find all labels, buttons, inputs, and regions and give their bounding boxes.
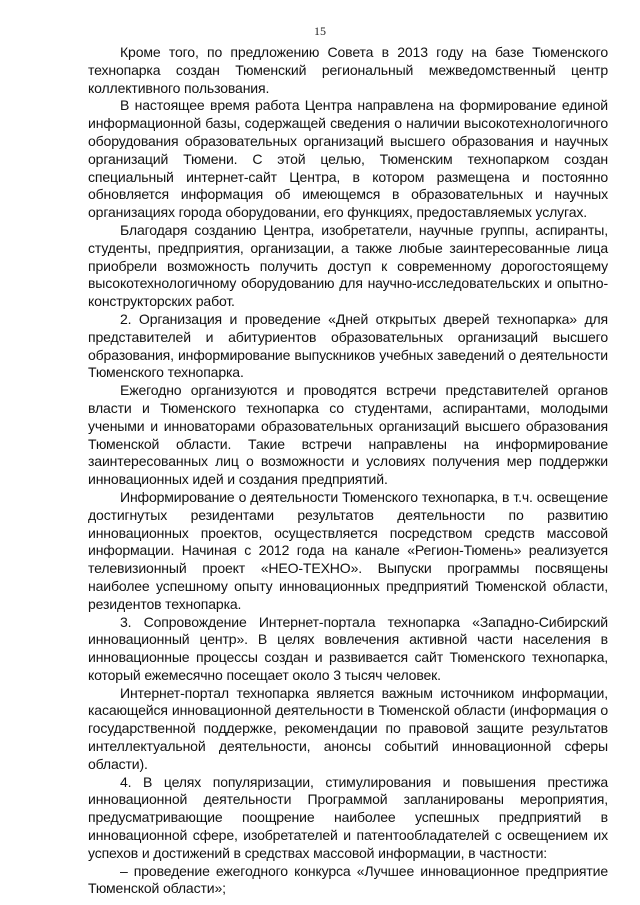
paragraph-center-creation: Кроме того, по предложению Совета в 2013 году на базе Тюменского технопарка создан Тюменский региональный межведомственный центр коллективного пользования.	[88, 44, 608, 96]
page-number: 15	[314, 24, 326, 38]
paragraph-center-work: В настоящее время работа Центра направлена на формирование единой информационной базы, содержащей сведения о наличии высокотехнологичного оборудования образовательных организаций высшего образования и научных организаций Тюмени. С этой целью, Тюменским технопарком создан специальный интернет-сайт Центра, в котором размещена и постоянно обновляется информация об имеющемся в образовательных и научных организациях города оборудовании, его функциях, предоставляемых услугах.	[88, 97, 608, 221]
paragraph-annual-meetings: Ежегодно организуются и проводятся встречи представителей органов власти и Тюменского технопарка со студентами, аспирантами, молодыми учеными и инноваторами образовательных организаций высшего образования Тюменской области. Такие встречи направлены на информирование заинтересованных лиц о возможности и условиях получения мер поддержки инновационных идей и создания предприятий.	[88, 382, 608, 488]
paragraph-media-informing: Информирование о деятельности Тюменского технопарка, в т.ч. освещение достигнутых резидентами результатов деятельности по развитию инновационных проектов, осуществляется посредством средств массовой информации. Начиная с 2012 года на канале «Регион-Тюмень» реализуется телевизионный проект «НЕО-ТЕХНО». Выпуски программы посвящены наиболее успешному опыту инновационных предприятий Тюменской области, резидентов технопарка.	[88, 488, 608, 612]
paragraph-open-doors: 2. Организация и проведение «Дней открытых дверей технопарка» для представителей и абитуриентов образовательных организаций высшего образования, информирование выпускников учебных заведений о деятельности Тюменского технопарка.	[88, 310, 608, 381]
document-body	[88, 44, 608, 898]
paragraph-center-benefits: Благодаря созданию Центра, изобретатели, научные группы, аспиранты, студенты, предприятия, организации, а также любые заинтересованные лица приобрели возможность получить доступ к современному дорогостоящему высокотехнологичному оборудованию для научно-исследовательских и опытно-конструкторских работ.	[88, 221, 608, 310]
paragraph-portal-source: Интернет-портал технопарка является важным источником информации, касающейся инновационной деятельности в Тюменской области (информация о государственной поддержке, рекомендации по правовой защите результатов интеллектуальной деятельности, анонсы событий инновационной сферы области).	[88, 684, 608, 772]
list-item-contest: – проведение ежегодного конкурса «Лучшее инновационное предприятие Тюменской области»;	[88, 862, 608, 897]
paragraph-internet-portal: 3. Сопровождение Интернет-портала технопарка «Западно-Сибирский инновационный центр». В целях вовлечения активной части населения в инновационные процессы создан и развивается сайт Тюменского технопарка, который ежемесячно посещает около 3 тысяч человек.	[88, 613, 608, 683]
paragraph-popularization: 4. В целях популяризации, стимулирования и повышения престижа инновационной деятельности Программой запланированы мероприятия, предусматривающие поощрение наиболее успешных предприятий в инновационной сфере, изобретателей и патентообладателей с освещением их успехов и достижений в средствах массовой информации, в частности:	[88, 773, 608, 861]
